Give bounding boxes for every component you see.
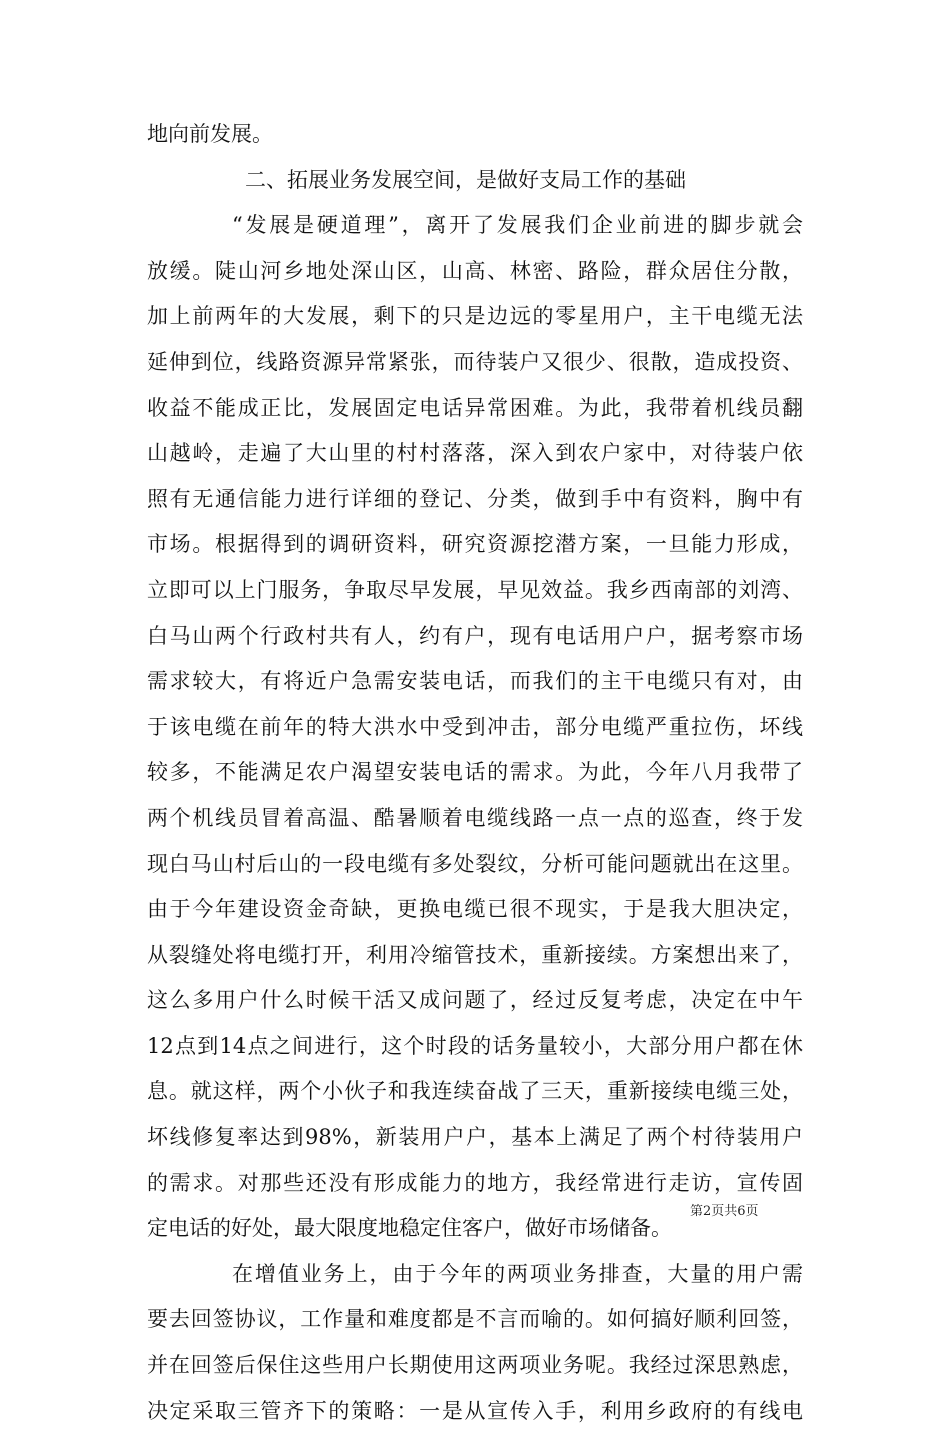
text-line: 市场。根据得到的调研资料，研究资源挖潜方案，一旦能力形成， <box>147 532 803 557</box>
text-line: 现白马山村后山的一段电缆有多处裂纹，分析可能问题就出在这里。 <box>147 851 803 876</box>
text-line: 立即可以上门服务，争取尽早发展，早见效益。我乡西南部的刘湾、 <box>147 577 803 602</box>
text-line: 山越岭，走遍了大山里的村村落落，深入到农户家中，对待装户依 <box>147 441 803 466</box>
text-line: 放缓。陡山河乡地处深山区，山高、林密、路险，群众居住分散， <box>147 258 803 283</box>
section-heading: 二、拓展业务发展空间，是做好支局工作的基础 <box>245 167 686 192</box>
text-line: “发展是硬道理”，离开了发展我们企业前进的脚步就会 <box>232 213 803 238</box>
text-line: 这么多用户什么时候干活又成问题了，经过反复考虑，决定在中午 <box>147 988 803 1013</box>
text-line: 收益不能成正比，发展固定电话异常困难。为此，我带着机线员翻 <box>147 395 803 420</box>
text-line: 于该电缆在前年的特大洪水中受到冲击，部分电缆严重拉伤，坏线 <box>147 714 803 739</box>
document-body <box>147 112 803 1434</box>
text-line: 延伸到位，线路资源异常紧张，而待装户又很少、很散，造成投资、 <box>147 349 803 374</box>
text-line: 照有无通信能力进行详细的登记、分类，做到手中有资料，胸中有 <box>147 486 803 511</box>
text-line: 白马山两个行政村共有人，约有户，现有电话用户户，据考察市场 <box>147 623 803 648</box>
text-line: 需求较大，有将近户急需安装电话，而我们的主干电缆只有对，由 <box>147 669 803 694</box>
text-line: 要去回签协议，工作量和难度都是不言而喻的。如何搞好顺利回签， <box>147 1307 803 1332</box>
text-line: 并在回签后保住这些用户长期使用这两项业务呢。我经过深思熟虑， <box>147 1353 803 1378</box>
text-line: 定电话的好处，最大限度地稳定住客户，做好市场储备。 <box>147 1216 672 1241</box>
text-line: 两个机线员冒着高温、酷暑顺着电缆线路一点一点的巡查，终于发 <box>147 805 803 830</box>
text-line: 的需求。对那些还没有形成能力的地方，我经常进行走访，宣传固 <box>147 1170 803 1195</box>
text-line: 地向前发展。 <box>147 122 273 146</box>
text-line: 从裂缝处将电缆打开，利用冷缩管技术，重新接续。方案想出来了， <box>147 942 803 967</box>
text-line: 加上前两年的大发展，剩下的只是边远的零星用户，主干电缆无法 <box>147 304 803 329</box>
text-line: 较多，不能满足农户渴望安装电话的需求。为此，今年八月我带了 <box>147 760 803 785</box>
text-line: 由于今年建设资金奇缺，更换电缆已很不现实，于是我大胆决定， <box>147 897 803 922</box>
text-line: 息。就这样，两个小伙子和我连续奋战了三天，重新接续电缆三处， <box>147 1079 803 1104</box>
text-line: 决定采取三管齐下的策略：一是从宣传入手，利用乡政府的有线电 <box>147 1398 803 1423</box>
text-line: 12点到14点之间进行，这个时段的话务量较小，大部分用户都在休 <box>147 1033 803 1058</box>
text-line: 坏线修复率达到98%，新装用户户，基本上满足了两个村待装用户 <box>147 1125 803 1150</box>
text-line: 在增值业务上，由于今年的两项业务排查，大量的用户需 <box>232 1261 803 1286</box>
page-number-footer: 第2页共6页 <box>690 1204 759 1219</box>
